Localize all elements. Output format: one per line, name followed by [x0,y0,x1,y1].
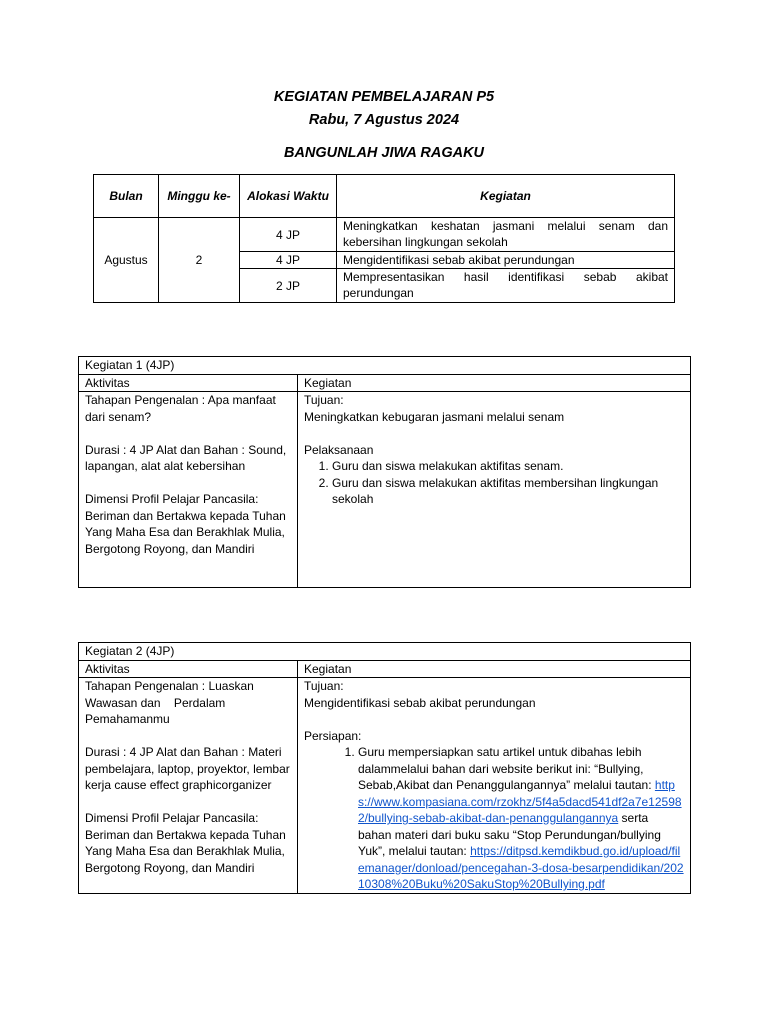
header-time: Alokasi Waktu [240,175,337,218]
kegiatan-2-title: Kegiatan 2 (4JP) [79,643,691,661]
time-cell: 4 JP [240,218,337,252]
kegiatan-1-col-kegiatan: Kegiatan [298,374,691,392]
time-cell: 2 JP [240,269,337,303]
kegiatan-1-durasi: Durasi : 4 JP Alat dan Bahan : Sound, lapangan, alat alat kebersihan [85,442,287,473]
list-item [358,744,684,893]
kegiatan-1-col-aktivitas: Aktivitas [79,374,298,392]
time-cell: 4 JP [240,252,337,269]
week-cell: 2 [159,218,240,303]
kegiatan-2-durasi: Durasi : 4 JP Alat dan Bahan : Materi pembelajara, laptop, proyektor, lembar kerja cause effect graphicorganizer [85,745,290,792]
kegiatan-1-tujuan-label: Tujuan: [304,393,344,407]
header-month: Bulan [94,175,159,218]
kegiatan-1-dimensi: Dimensi Profil Pelajar Pancasila: Beriman dan Bertakwa kepada Tuhan Yang Maha Esa dan Berakhlak Mulia, Bergotong Royong, dan Mandiri [85,492,286,556]
activity-cell: Mempresentasikan hasil identifikasi sebab akibat perundungan [337,269,675,303]
kegiatan-2-aktivitas-cell [79,678,298,894]
document-theme: BANGUNLAH JIWA RAGAKU [283,145,485,161]
document-date: Rabu, 7 Agustus 2024 [308,112,460,128]
activity-cell: Meningkatkan keshatan jasmani melalui senam dan kebersihan lingkungan sekolah [337,218,675,252]
kegiatan-2-dimensi: Dimensi Profil Pelajar Pancasila: Beriman dan Bertakwa kepada Tuhan Yang Maha Esa dan Berakhlak Mulia, Bergotong Royong, dan Mandiri [85,811,286,875]
kegiatan-1-tahapan: Tahapan Pengenalan : Apa manfaat dari senam? [85,393,276,424]
kegiatan-1-table [78,356,691,588]
list-item: 2. Guru dan siswa melakukan aktifitas membersihan lingkungan sekolah [332,475,684,508]
kegiatan-1-tujuan: Meningkatkan kebugaran jasmani melalui senam [304,409,565,424]
ditpsd-link[interactable]: https://ditpsd.kemdikbud.go.id/upload/filemanager/donload/pencegahan-3-dosa-besarpendidikan/20210308%20Buku%20SakuStop%20Bullying.pdf [358,844,684,891]
kegiatan-2-steps [304,744,684,893]
list-item: 1. Guru dan siswa melakukan aktifitas senam. [332,458,684,475]
kegiatan-2-col-kegiatan: Kegiatan [298,660,691,678]
step-text: serta bahan materi dari buku saku “Stop Perundungan/bullying Yuk”, melalui tautan: [358,811,661,858]
summary-header-row [94,175,675,218]
kegiatan-2-tujuan: Mengidentifikasi sebab akibat perundungan [304,695,536,710]
kegiatan-2-tahapan: Tahapan Pengenalan : Luaskan Wawasan dan Perdalam Pemahamanmu [85,679,258,726]
kegiatan-2-kegiatan-cell [298,678,691,894]
header-week: Minggu ke- [159,175,240,218]
summary-table [93,174,675,303]
kegiatan-1-kegiatan-cell [298,392,691,588]
kompasiana-link[interactable]: https://www.kompasiana.com/rzokhz/5f4a5dacd541df2a7e125982/bullying-sebab-akibat-dan-penanggulangannya [358,778,682,825]
summary-row [94,218,675,252]
kegiatan-1-title: Kegiatan 1 (4JP) [79,357,691,375]
activity-cell: Mengidentifikasi sebab akibat perundungan [337,252,675,269]
kegiatan-1-pelaksanaan-label: Pelaksanaan [304,442,374,457]
kegiatan-2-table [78,642,691,894]
kegiatan-2-col-aktivitas: Aktivitas [79,660,298,678]
header-activity: Kegiatan [337,175,675,218]
kegiatan-2-persiapan-label: Persiapan: [304,728,362,743]
kegiatan-1-aktivitas-cell [79,392,298,588]
kegiatan-1-steps [304,458,684,508]
month-cell: Agustus [94,218,159,303]
document-title: KEGIATAN PEMBELAJARAN P5 [273,89,495,105]
step-text: Guru mempersiapkan satu artikel untuk dibahas lebih dalammelalui bahan dari website berikut ini: “Bullying, Sebab,Akibat dan Penanggulangannya” melalui tautan: [358,745,652,792]
kegiatan-2-tujuan-label: Tujuan: [304,679,344,693]
